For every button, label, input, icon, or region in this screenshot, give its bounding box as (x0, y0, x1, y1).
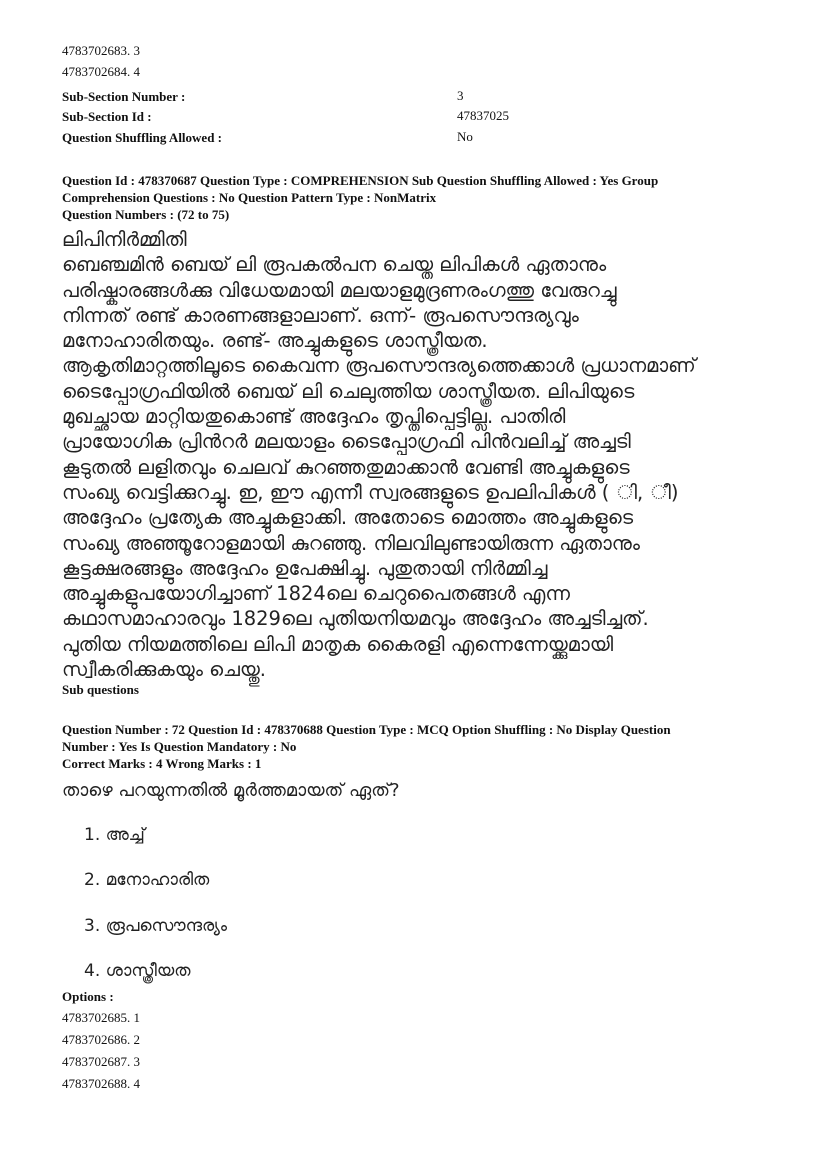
sub-questions-label: Sub questions (62, 682, 139, 697)
shuffle-allowed-label: Question Shuffling Allowed : (62, 130, 223, 145)
passage-line: സംഖ്യ വെട്ടിക്കുറച്ചു. ഇ, ഈ എന്നീ സ്വരങ്ങളുടെ ഉപലിപികൾ ( ി, ീ) (62, 480, 679, 504)
question-text: താഴെ പറയുന്നതിൽ മൂർത്തമായത് ഏത്? (62, 780, 400, 801)
passage-line: മനോഹാരിതയും. രണ്ട്- അച്ചുകളുടെ ശാസ്ത്രീയത. (62, 329, 488, 353)
passage-line: കഥാസമാഹാരവും 1829ലെ പുതിയനിയമവും അദ്ദേഹം അച്ചടിച്ചത്. (62, 607, 649, 631)
question-numbers: Question Numbers : (72 to 75) (62, 207, 230, 222)
option-id-4: 4783702688. 4 (62, 1076, 140, 1091)
passage-title: ലിപിനിർമ്മിതി (62, 228, 187, 251)
passage-line: പുതിയ നിയമത്തിലെ ലിപി മാതൃക കൈരളി എന്നെന്നേയ്ക്കുമായി (62, 632, 614, 656)
option-id-1: 4783702685. 1 (62, 1010, 140, 1025)
passage-line: നിന്നത് രണ്ട് കാരണങ്ങളാലാണ്. ഒന്ന്- രൂപസൌന്ദര്യവും (62, 303, 579, 327)
passage-line: കൂട്ടക്ഷരങ്ങളും അദ്ദേഹം ഉപേക്ഷിച്ചു. പുതുതായി നിർമ്മിച്ച (62, 556, 548, 580)
comprehension-header-line-2: Comprehension Questions : No Question Pattern Type : NonMatrix (62, 190, 437, 205)
option-id-2: 4783702686. 2 (62, 1032, 140, 1047)
subsection-number-value: 3 (457, 88, 464, 103)
question-header (62, 721, 762, 772)
passage-line: പരിഷ്കാരങ്ങൾക്കു വിധേയമായി മലയാളമുദ്രണരംഗത്തു വേരുറച്ചു (62, 278, 617, 302)
option-id-3: 4783702687. 3 (62, 1054, 140, 1069)
choice-4: 4. ശാസ്ത്രീയത (84, 961, 191, 981)
question-header-line-1: Question Number : 72 Question Id : 478370688 Question Type : MCQ Option Shuffling : No Display Question (62, 722, 671, 737)
passage-line: പ്രായോഗിക പ്രിൻറർ മലയാളം ടൈപ്പോഗ്രഫി പിൻവലിച്ച് അച്ചടി (62, 430, 631, 454)
choice-1: 1. അച്ച് (84, 825, 145, 845)
subsection-id-label: Sub-Section Id : (62, 109, 152, 124)
choice-3: 3. രൂപസൌന്ദര്യം (84, 916, 228, 936)
prev-option-3: 4783702683. 3 (62, 43, 140, 58)
passage-line: ആകൃതിമാറ്റത്തിലൂടെ കൈവന്ന രൂപസൌന്ദര്യത്തെക്കാൾ പ്രധാനമാണ് (62, 354, 696, 378)
comprehension-header-line-1: Question Id : 478370687 Question Type : COMPREHENSION Sub Question Shuffling Allowed : Yes Group (62, 173, 659, 188)
subsection-number-label: Sub-Section Number : (62, 89, 186, 104)
passage-line: അച്ചുകളുപയോഗിച്ചാണ് 1824ലെ ചെറുപൈതങ്ങൾ എന്ന (62, 582, 570, 606)
passage-line: സ്വീകരിക്കുകയും ചെയ്തു. (62, 658, 267, 682)
passage-line: ടൈപ്പോഗ്രഫിയിൽ ബെയ് ലി ചെലുത്തിയ ശാസ്ത്രീയത. ലിപിയുടെ (62, 379, 635, 403)
question-header-line-2: Number : Yes Is Question Mandatory : No (62, 739, 297, 754)
passage-line: സംഖ്യ അഞ്ഞൂറോളമായി കുറഞ്ഞു. നിലവിലുണ്ടായിരുന്ന ഏതാനും (62, 531, 640, 555)
passage-line: അദ്ദേഹം പ്രത്യേക അച്ചുകളാക്കി. അതോടെ മൊത്തം അച്ചുകളുടെ (62, 506, 634, 530)
passage-line: ബെഞ്ചമിൻ ബെയ് ലി രൂപകൽപന ചെയ്ത ലിപികൾ ഏതാനും (62, 253, 607, 277)
prev-option-4: 4783702684. 4 (62, 64, 140, 79)
question-marks: Correct Marks : 4 Wrong Marks : 1 (62, 756, 262, 771)
shuffle-allowed-value: No (457, 129, 473, 144)
passage-line: മുഖച്ഛായ മാറ്റിയതുകൊണ്ട് അദ്ദേഹം തൃപ്തിപ്പെട്ടില്ല. പാതിരി (62, 405, 566, 429)
choice-2: 2. മനോഹാരിത (84, 870, 210, 890)
options-label: Options : (62, 989, 114, 1004)
comprehension-header (62, 172, 762, 223)
comprehension-passage (62, 227, 696, 682)
passage-line: കൂടുതൽ ലളിതവും ചെലവ് കുറഞ്ഞതുമാക്കാൻ വേണ്ടി അച്ചുകളുടെ (62, 455, 630, 479)
subsection-id-value: 47837025 (457, 108, 509, 123)
